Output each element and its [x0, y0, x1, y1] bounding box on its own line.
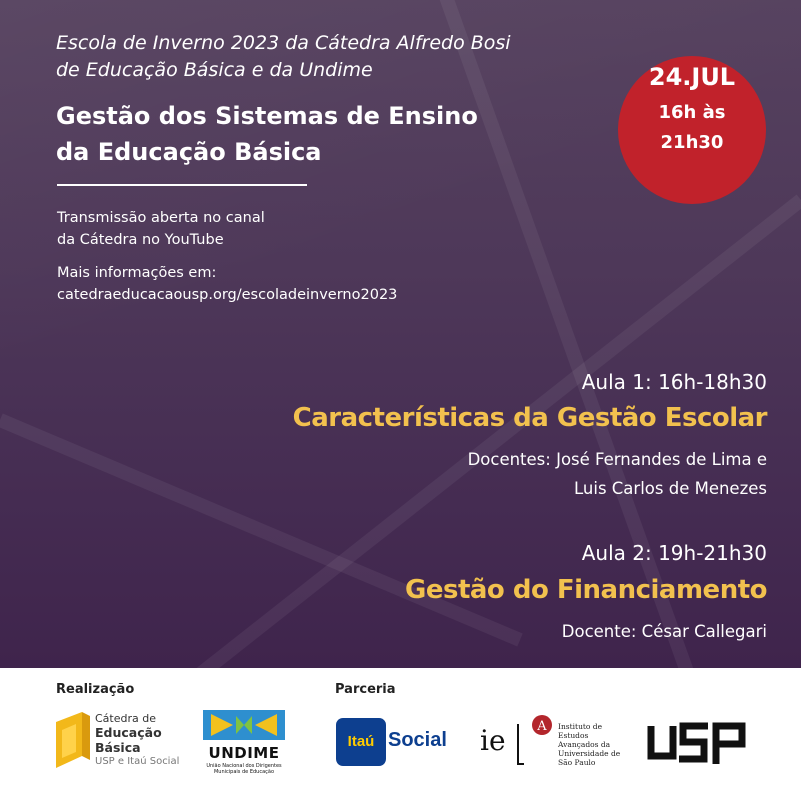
undime-sub-line-1: União Nacional dos Dirigentes [206, 763, 282, 769]
more-info-url[interactable]: catedraeducacaousp.org/escoladeinverno2023 [57, 287, 398, 303]
aula2-docente: Docente: César Callegari [561, 622, 767, 641]
date-time-line-2: 21h30 [660, 132, 724, 153]
date-day: 24.JUL [648, 63, 736, 91]
iea-line-2: Estudos [558, 731, 589, 740]
iea-mark: ie [480, 724, 506, 757]
catedra-logo-text [95, 712, 179, 768]
page-title [56, 98, 478, 170]
aula1-title: Características da Gestão Escolar [292, 403, 767, 433]
intro-line-1: Escola de Inverno 2023 da Cátedra Alfredo Bosi [56, 32, 511, 54]
event-intro [56, 30, 511, 84]
date-time-line-1: 16h às [658, 102, 726, 123]
undime-subtitle [203, 763, 285, 775]
more-info [57, 262, 397, 306]
date-badge [618, 56, 766, 204]
aula1-label: Aula 1: 16h-18h30 [581, 370, 767, 394]
usp-logo-icon [646, 722, 750, 766]
aula2-title: Gestão do Financiamento [405, 575, 767, 605]
undime-logo [203, 710, 285, 778]
catedra-line-2: Educação [95, 725, 162, 740]
catedra-line-3: Básica [95, 740, 141, 755]
title-divider [57, 184, 307, 186]
stream-info [57, 207, 265, 251]
iea-line-4: Universidade de [558, 749, 621, 758]
catedra-line-4: USP e Itaú Social [95, 756, 180, 767]
undime-emblem-icon [203, 710, 285, 744]
iea-description [558, 722, 620, 767]
more-info-label: Mais informações em: [57, 265, 217, 281]
itau-social-text: Social [388, 729, 447, 751]
undime-name: UNDIME [208, 744, 280, 762]
stream-line-1: Transmissão aberta no canal [57, 210, 265, 226]
itau-box: Itaú [336, 718, 386, 766]
aula1-docentes-line-2: Luis Carlos de Menezes [574, 479, 767, 498]
parceria-label: Parceria [335, 682, 396, 697]
iea-line-1: Instituto de [558, 722, 603, 731]
title-line-1: Gestão dos Sistemas de Ensino [56, 102, 478, 130]
svg-text:A: A [537, 719, 547, 734]
catedra-logo-icon [56, 712, 90, 768]
catedra-line-1: Cátedra de [95, 712, 156, 725]
footer [0, 668, 801, 798]
aula1-docentes-line-1: Docentes: José Fernandes de Lima e [467, 450, 767, 469]
title-line-2: da Educação Básica [56, 138, 322, 166]
stream-line-2: da Cátedra no YouTube [57, 232, 224, 248]
aula2-label: Aula 2: 19h-21h30 [581, 541, 767, 565]
realizacao-label: Realização [56, 682, 135, 697]
iea-emblem-icon [516, 714, 556, 770]
iea-line-3: Avançados da [558, 740, 611, 749]
undime-sub-line-2: Municipais de Educação [213, 769, 275, 775]
iea-line-5: São Paulo [558, 758, 596, 767]
intro-line-2: de Educação Básica e da Undime [56, 59, 373, 81]
iea-logo [480, 714, 640, 774]
